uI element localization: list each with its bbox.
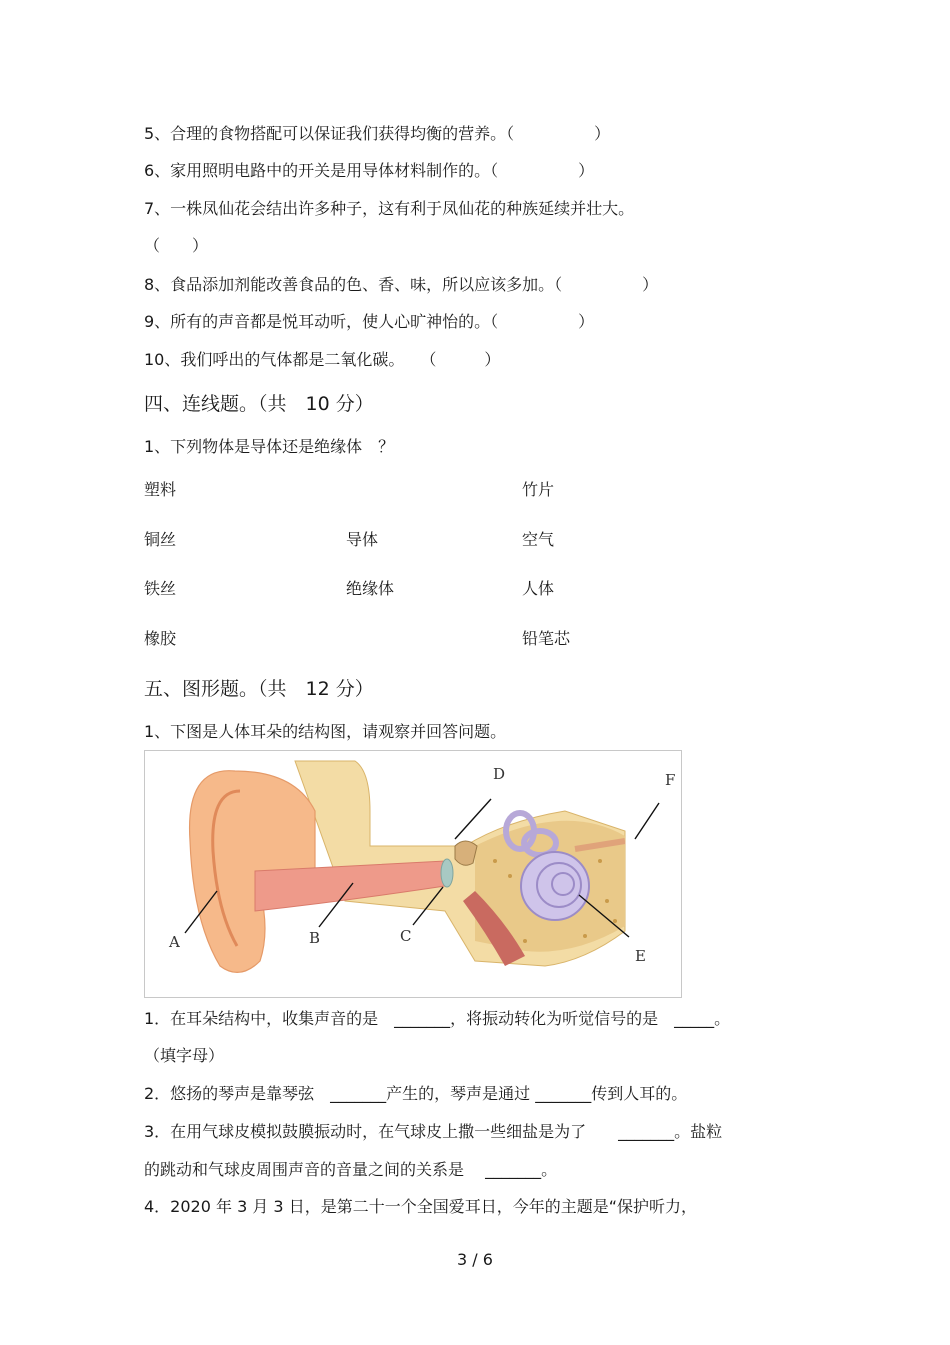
figure-subquestion-1: 1．在耳朵结构中，收集声音的是 _______，将振动转化为听觉信号的是 _____。 xyxy=(144,1009,731,1028)
matching-question: 1、下列物体是导体还是绝缘体 ？ xyxy=(144,437,395,456)
figure-label-b: B xyxy=(309,929,321,947)
judge-item-5: 5、合理的食物搭配可以保证我们获得均衡的营养。（ ） xyxy=(144,124,611,143)
section-5-title: 五、图形题。（共 12 分） xyxy=(144,678,374,700)
match-category: 导体 xyxy=(346,530,379,549)
ear-structure-figure xyxy=(144,750,682,998)
figure-label-f: F xyxy=(665,771,676,789)
figure-subquestion-1-note: （填字母） xyxy=(144,1046,225,1065)
judge-item-10: 10、我们呼出的气体都是二氧化碳。 （ ） xyxy=(144,350,501,369)
match-left-item: 橡胶 xyxy=(144,629,177,648)
cochlea xyxy=(521,852,589,920)
figure-label-c: C xyxy=(400,927,412,945)
eardrum xyxy=(441,859,453,887)
figure-subquestion-4: 4．2020 年 3 月 3 日，是第二十一个全国爱耳日，今年的主题是“保护听力， xyxy=(144,1197,697,1216)
match-left-item: 塑料 xyxy=(144,480,177,499)
judge-item-9: 9、所有的声音都是悦耳动听，使人心旷神怡的。（ ） xyxy=(144,312,595,331)
figure-label-e: E xyxy=(635,947,646,965)
match-right-item: 空气 xyxy=(522,530,555,549)
match-category: 绝缘体 xyxy=(346,579,395,598)
judge-item-7: 7、一株凤仙花会结出许多种子，这有利于凤仙花的种族延续并壮大。 xyxy=(144,199,635,218)
judge-item-7-bracket: （ ） xyxy=(144,236,209,255)
match-right-item: 人体 xyxy=(522,579,555,598)
judge-item-8: 8、食品添加剂能改善食品的色、香、味，所以应该多加。（ ） xyxy=(144,275,659,294)
figure-label-a: A xyxy=(169,933,180,951)
match-right-item: 竹片 xyxy=(522,480,555,499)
match-left-item: 铜丝 xyxy=(144,530,177,549)
figure-subquestion-2: 2．悠扬的琴声是靠琴弦 _______产生的，琴声是通过 _______传到人耳的。 xyxy=(144,1084,688,1103)
figure-subquestion-3-cont: 的跳动和气球皮周围声音的音量之间的关系是 _______。 xyxy=(144,1160,558,1179)
page-number: 3 / 6 xyxy=(457,1250,493,1269)
section-4-title: 四、连线题。（共 10 分） xyxy=(144,393,374,415)
ossicles xyxy=(455,841,477,865)
judge-item-6: 6、家用照明电路中的开关是用导体材料制作的。（ ） xyxy=(144,161,595,180)
ear-illustration xyxy=(145,751,681,997)
figure-subquestion-3: 3．在用气球皮模拟鼓膜振动时，在气球皮上撒一些细盐是为了 _______。盐粒 xyxy=(144,1122,723,1141)
figure-label-d: D xyxy=(493,765,506,783)
match-left-item: 铁丝 xyxy=(144,579,177,598)
match-right-item: 铅笔芯 xyxy=(522,629,571,648)
figure-question: 1、下图是人体耳朵的结构图，请观察并回答问题。 xyxy=(144,722,507,741)
